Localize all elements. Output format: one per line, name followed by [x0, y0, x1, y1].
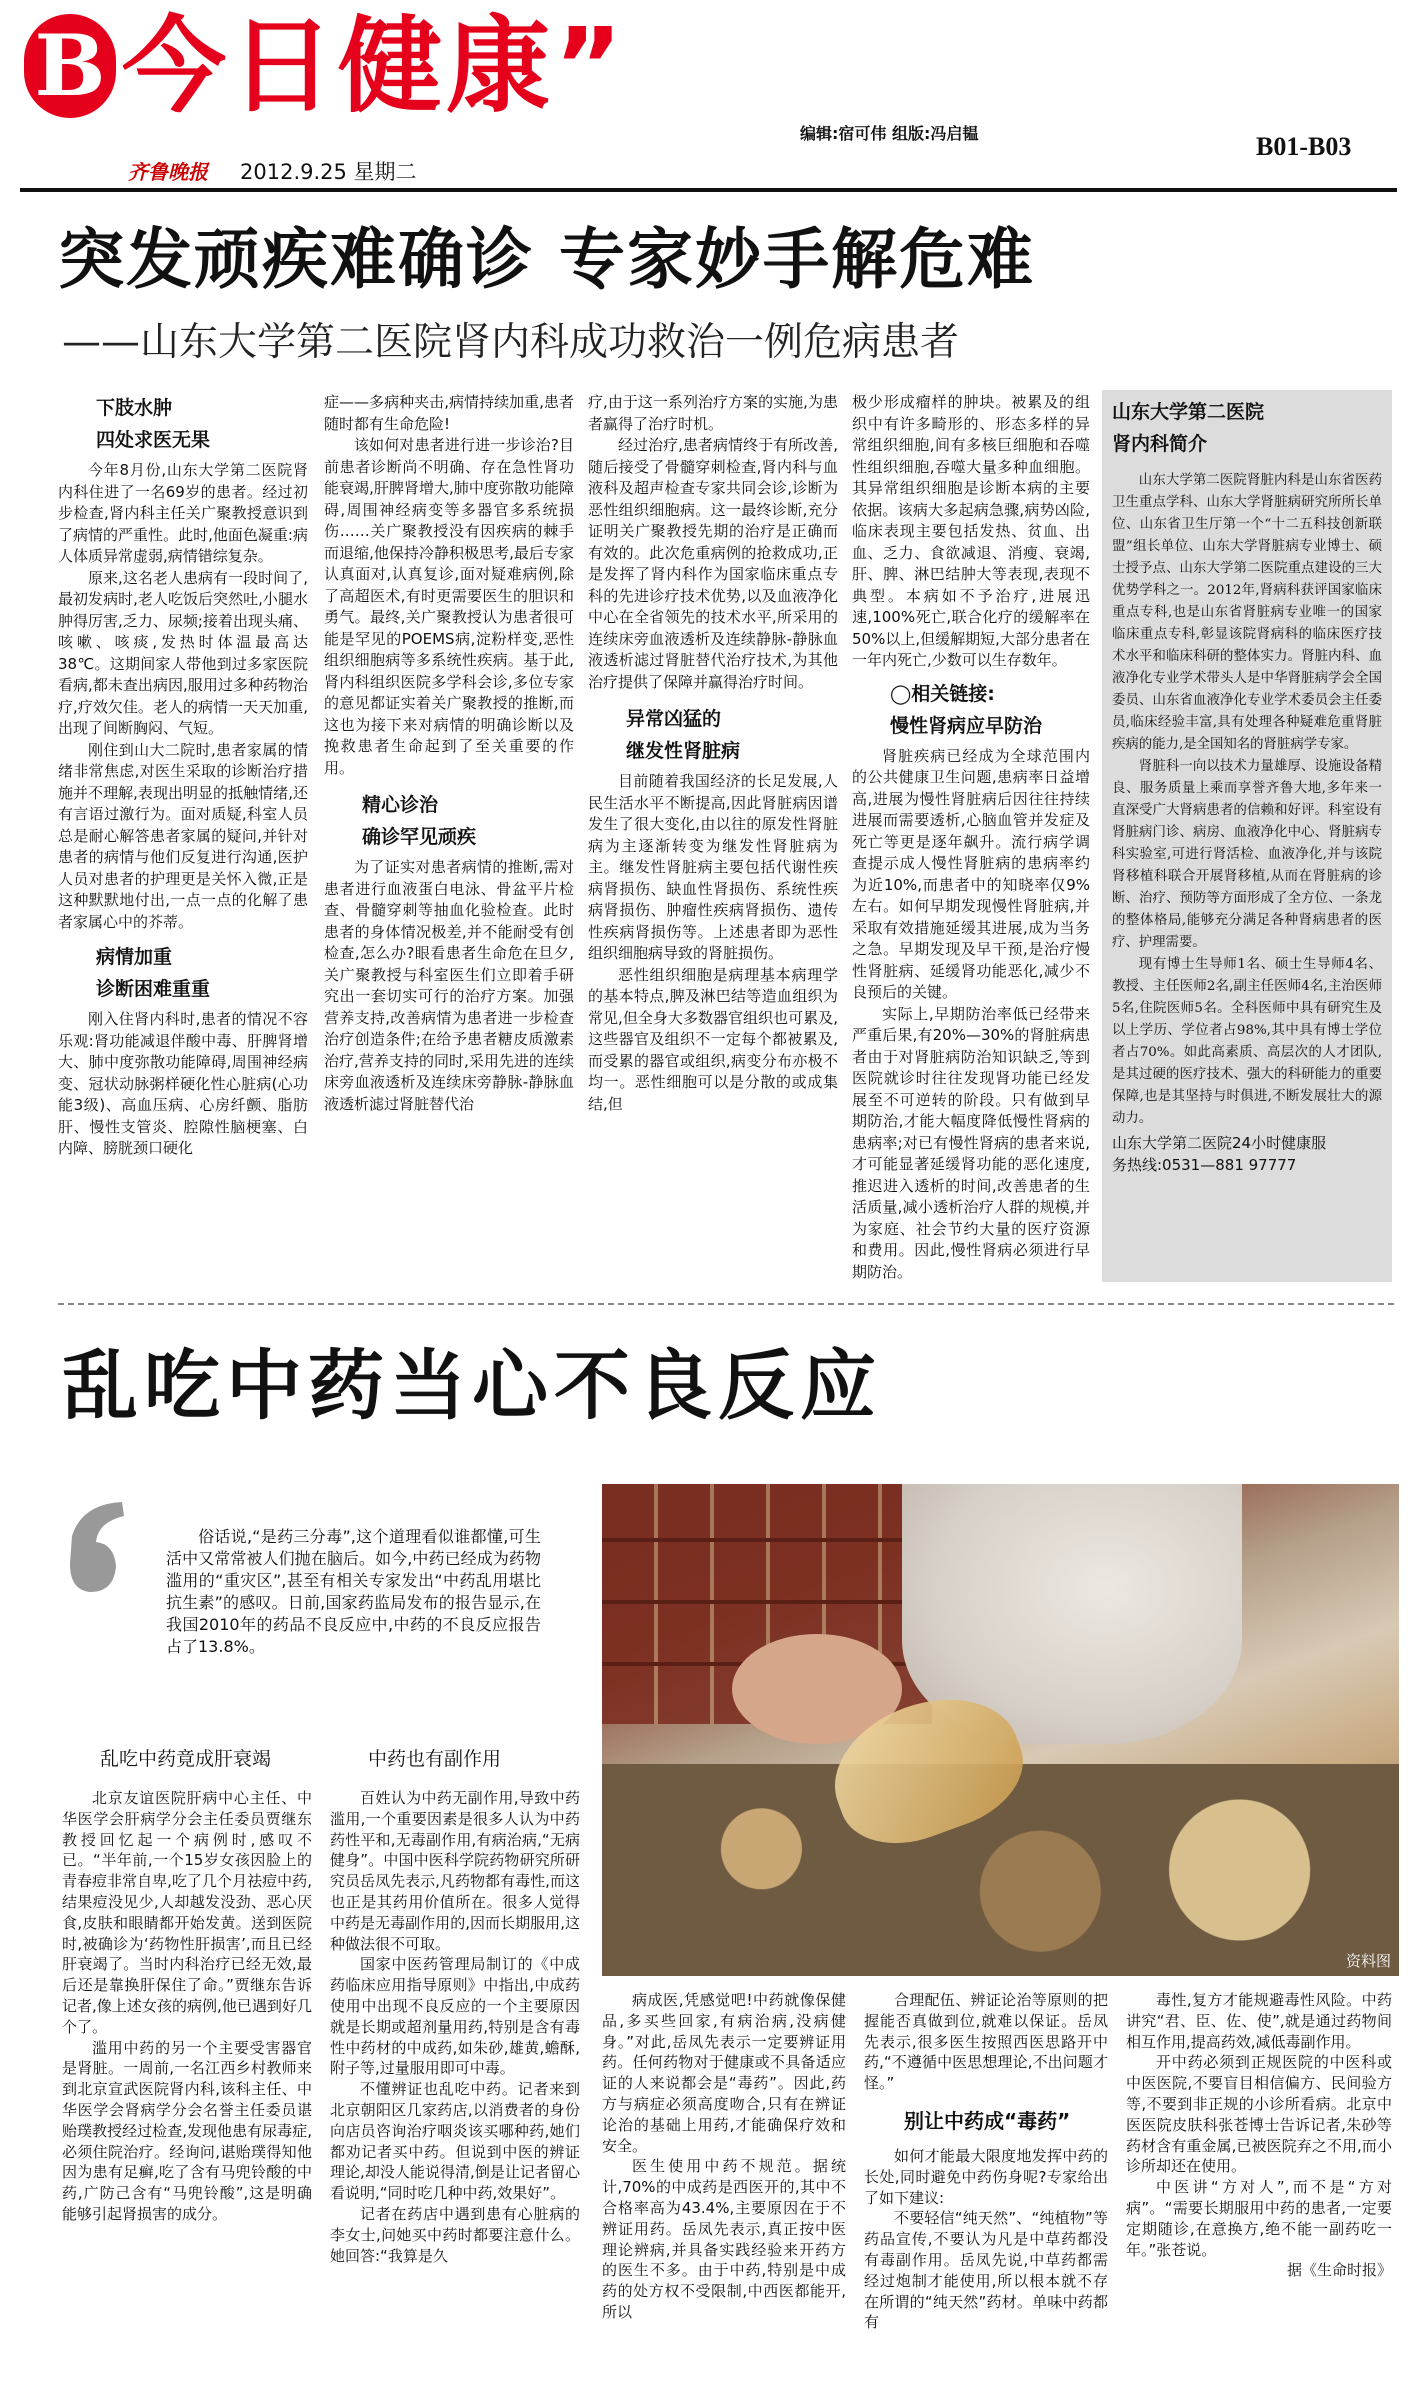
article2-column-3	[602, 1990, 846, 2374]
herbal-medicine-photo	[602, 1484, 1399, 1976]
paragraph: 实际上,早期防治率低已经带来严重后果,有20%—30%的肾脏病患者由于对肾脏病防治知识缺乏,等到医院就诊时往往发现肾功能已经发展至不可逆转的阶段。只有做到早期防治,才能大幅度降低慢性肾病的患病率;对已有慢性肾病的患者来说,才可能显著延缓肾功能的恶化速度,推迟进入透析的时间,改善患者的生活质量,减小透析治疗人群的规模,并为家庭、社会节约大量的医疗资源和费用。因此,慢性肾病必须进行早期防治。	[852, 1004, 1090, 1280]
section-subtitle: 诊断困难重重	[96, 978, 211, 1000]
page-range: B01-B03	[1256, 132, 1352, 161]
related-link-title: ◯相关链接:	[890, 682, 995, 705]
paragraph: 合理配伍、辨证论治等原则的把握能否真做到位,就难以保证。岳凤先表示,很多医生按照西医思路开中药,“不遵循中医思想理论,不出问题才怪。”	[864, 1991, 1108, 2093]
editors-credit: 编辑:宿可伟 组版:冯启韫	[800, 124, 979, 143]
paragraph: 俗话说,“是药三分毒”,这个道理看似谁都懂,可生活中又常常被人们抛在脑后。如今,中药已经成为药物滥用的“重灾区”,甚至有相关专家发出“中药乱用堪比抗生素”的感叹。日前,国家药监局发布的报告显示,在我国2010年的药品不良反应中,中药的不良反应报告占了13.8%。	[166, 1527, 541, 1656]
department-intro-sidebar	[1102, 390, 1392, 1282]
paragraph: 目前随着我国经济的长足发展,人民生活水平不断提高,因此肾脏病因谱发生了很大变化,由以往的原发性肾脏病为主逐渐转变为继发性肾脏病为主。继发性肾脏病主要包括代谢性疾病肾损伤、缺血性肾损伤、系统性疾病肾损伤、肿瘤性疾病肾损伤、遗传性疾病肾损伤等。上述患者即为恶性组织细胞病导致的肾脏损伤。	[588, 772, 838, 962]
section-divider	[58, 1303, 1394, 1305]
hotline-line-1: 山东大学第二医院24小时健康服	[1112, 1134, 1327, 1152]
section-title-text: 今日健康	[122, 5, 555, 127]
sidebar-title-1: 山东大学第二医院	[1112, 401, 1265, 423]
article2-column-5	[1126, 1990, 1392, 2374]
sidebar-body	[1112, 470, 1382, 1130]
hotline	[1112, 1132, 1382, 1176]
article2-headline: 乱吃中药当心不良反应	[62, 1341, 882, 1430]
paragraph: 北京友谊医院肝病中心主任、中华医学会肝病学分会主任委员贾继东教授回忆起一个病例时,感叹不已。“半年前,一个15岁女孩因脸上的青春痘非常自卑,吃了几个月祛痘中药,结果痘没见少,人却越发没劲、恶心厌食,皮肤和眼睛都开始发黄。送到医院时,被确诊为‘药物性肝损害’,而且已经肝衰竭了。当时内科治疗已经无效,最后还是靠换肝保住了命。”贾继东告诉记者,像上述女孩的病例,他已遇到好几个了。	[62, 1789, 312, 2036]
article2-column-1	[62, 1744, 312, 2374]
sidebar-title-2: 肾内科简介	[1112, 433, 1208, 455]
paragraph: 刚住到山大二院时,患者家属的情绪非常焦虑,对医生采取的诊断治疗措施并不理解,表现出明显的抵触情绪,还有言语过激行为。面对质疑,科室人员总是耐心解答患者家属的疑问,并针对患者的病情与他们反复进行沟通,医护人员对患者的护理更是关怀入微,正是这种默默地付出,一点一点的化解了患者家属心中的芥蒂。	[58, 740, 308, 931]
open-quote-icon	[62, 1496, 162, 1606]
section-title-quote: ”	[554, 5, 627, 127]
masthead-rule	[20, 188, 1397, 192]
related-link-subtitle: 慢性肾病应早防治	[890, 714, 1043, 737]
paragraph: 恶性组织细胞是病理基本病理学的基本特点,脾及淋巴结等造血组织为常见,但全身大多数器官组织也可累及,这些器官及组织不一定每个都被累及,而受累的器官或组织,病变分布亦极不均一。恶性细胞可以是分散的或成集结,但	[588, 965, 838, 1113]
paragraph: 肾脏疾病已经成为全球范围内的公共健康卫生问题,患病率日益增高,进展为慢性肾脏病后因往往持续进展而需要透析,心脑血管并发症及死亡等更是逐年飙升。流行病学调查提示成人慢性肾脏病的患病率约为近10%,而患者中的知晓率仅9%左右。如何早期发现慢性肾脏病,并采取有效措施延缓其进展,成为当务之急。早期发现及早干预,是治疗慢性肾脏病、延缓肾功能恶化,减少不良预后的关键。	[852, 746, 1090, 1001]
section-title: 精心诊治	[362, 794, 439, 816]
section-title: 异常凶猛的	[626, 708, 722, 730]
section-title: 下肢水肿	[96, 397, 173, 419]
paragraph: 中医讲“方对人”,而不是“方对病”。“需要长期服用中药的患者,一定要定期随诊,在意换方,绝不能一副药吃一年。”张苍说。	[1126, 2178, 1392, 2259]
article1-column-1	[58, 392, 308, 1280]
paragraph: 原来,这名老人患病有一段时间了,最初发病时,老人吃饭后突然吐,小腿水肿得厉害,乏力、尿频;接着出现头痛、咳嗽、咳痰,发热时体温最高达38℃。这期间家人带他到过多家医院看病,都未查出病因,服用过多种药物治疗,疗效欠佳。老人的病情一天天加重,出现了间断胸闷、气短。	[58, 568, 308, 737]
paragraph: 该如何对患者进行进一步诊治?目前患者诊断尚不明确、存在急性肾功能衰竭,肝脾肾增大,肺中度弥散功能障碍,周围神经病变等多器官多系统损伤……关广聚教授没有因疾病的棘手而退缩,他保持冷静积极思考,最后专家认真面对,认真复诊,面对疑难病例,除了高超医术,有时更需要医生的胆识和勇气。最终,关广聚教授认为患者很可能是罕见的POEMS病,淀粉样变,恶性组织细胞病等多系统性疾病。基于此,肾内科组织医院多学科会诊,多位专家的意见都证实着关广聚教授的推断,而这也为接下来对病情的明确诊断以及挽救患者生命起到了至关重要的作用。	[324, 436, 574, 777]
paragraph: 病成医,凭感觉吧!中药就像保健品,多买些回家,有病治病,没病健身。”对此,岳凤先表示一定要辨证用药。任何药物对于健康或不具备适应证的人来说都会是“毒药”。因此,药方与病症必须高度吻合,只有在辨证论治的基础上用药,才能确保疗效和安全。	[602, 1991, 846, 2155]
section-title: 病情加重	[96, 946, 173, 968]
article1-column-3	[588, 392, 838, 1280]
paragraph: 毒性,复方才能规避毒性风险。中药讲究“君、臣、佐、使”,就是通过药物间相互作用,提高药效,减低毒副作用。	[1126, 1991, 1392, 2051]
paragraph: 为了证实对患者病情的推断,需对患者进行血液蛋白电泳、骨盆平片检查、骨髓穿刺等抽血化验检查。此时患者的身体情况极差,并不能耐受有创检查,怎么办?眼看患者生命危在旦夕,关广聚教授与科室医生们立即着手研究出一套切实可行的治疗方案。加强营养支持,改善病情为患者进一步检查治疗创造条件;在给予患者糖皮质激素治疗,营养支持的同时,采用先进的连续床旁血液透析及连续床旁静脉-静脉血液透析滤过肾脏替代治	[324, 858, 574, 1113]
section-title: 乱吃中药竟成肝衰竭	[100, 1748, 272, 1770]
section-subtitle: 继发性肾脏病	[626, 740, 741, 762]
paragraph: 国家中医药管理局制订的《中成药临床应用指导原则》中指出,中成药使用中出现不良反应的一个主要原因就是长期或超剂量用药,特别是含有毒性中药材的中成药,如朱砂,雄黄,蟾酥,附子等,过量服用即可中毒。	[330, 1955, 580, 2078]
section-title	[122, 6, 626, 126]
section-subtitle: 确诊罕见顽疾	[362, 826, 477, 848]
article1-headline: 突发顽疾难确诊 专家妙手解危难	[58, 221, 1035, 298]
section-subheading: 别让中药成“毒药”	[904, 2108, 1071, 2133]
article2-column-2	[330, 1744, 580, 2374]
section-title: 中药也有副作用	[368, 1748, 502, 1770]
hotline-line-2: 务热线:0531—881 97777	[1112, 1156, 1297, 1174]
issue-date: 2012.9.25 星期二	[240, 160, 417, 184]
photo-caption: 资料图	[1345, 1952, 1391, 1970]
article2-column-4	[864, 1990, 1108, 2374]
paragraph: 不要轻信“纯天然”、“纯植物”等药品宣传,不要认为凡是中草药都没有毒副作用。岳凤先说,中草药都需经过炮制才能使用,所以根本就不存在所谓的“纯天然”药材。单味中药都有	[864, 2209, 1108, 2332]
paragraph: 肾脏科一向以技术力量雄厚、设施设备精良、服务质量上乘而享誉齐鲁大地,多年来一直深受广大肾病患者的信赖和好评。科室设有肾脏病门诊、病房、血液净化中心、肾脏病专科实验室,可进行肾活检、血液净化,并与该院肾移植科联合开展肾移植,从而在肾脏病的诊断、治疗、预防等方面形成了全方位、一条龙的整体格局,能够充分满足各种肾病患者的医疗、护理需要。	[1112, 759, 1382, 950]
article1-column-2	[324, 392, 574, 1280]
section-subtitle: 四处求医无果	[96, 429, 211, 451]
paragraph: 症——多病种夹击,病情持续加重,患者随时都有生命危险!	[324, 393, 574, 433]
paragraph: 开中药必须到正规医院的中医科或中医医院,不要盲目相信偏方、民间验方等,不要到非正规的小诊所看病。北京中医医院皮肤科张苍博士告诉记者,朱砂等药材含有重金属,已被医院弃之不用,而小诊所却还在使用。	[1126, 2053, 1392, 2176]
newspaper-name: 齐鲁晚报	[128, 160, 208, 184]
paragraph: 极少形成瘤样的肿块。被累及的组织中有许多畸形的、形态多样的异常组织细胞,间有多核巨细胞和吞噬性组织细胞,吞噬大量多种血细胞。其异常组织细胞是诊断本病的主要依据。该病大多起病急骤,病势凶险,临床表现主要包括发热、贫血、出血、乏力、食欲减退、消瘦、衰竭,肝、脾、淋巴结肿大等表现,表现不典型。本病如不予治疗,进展迅速,100%死亡,联合化疗的缓解率在50%以上,但缓解期短,大部分患者在一年内死亡,少数可以生存数年。	[852, 393, 1090, 669]
section-logo-b: B	[24, 14, 116, 118]
paragraph: 滥用中药的另一个主要受害器官是肾脏。一周前,一名江西乡村教师来到北京宣武医院肾内科,该科主任、中华医学会肾病学分会名誉主任委员谌贻璞教授经过检查,发现他患有尿毒症,必须住院治疗。经询问,谌贻璞得知他因为患有足癣,吃了含有马兜铃酸的中药,广防己含有“马兜铃酸”,这是明确能够引起肾损害的成分。	[62, 2038, 312, 2223]
paragraph: 医生使用中药不规范。据统计,70%的中成药是西医开的,其中不合格率高为43.4%,主要原因在于不辨证用药。岳凤先表示,真正按中医理论辨病,并具备实践经验来开药方的医生不多。由于中药,特别是中成药的处方权不受限制,中西医都能开,所以	[602, 2157, 846, 2321]
paragraph: 疗,由于这一系列治疗方案的实施,为患者赢得了治疗时机。	[588, 393, 838, 433]
paragraph: 记者在药店中遇到患有心脏病的李女士,问她买中药时都要注意什么。她回答:“我算是久	[330, 2204, 580, 2265]
paragraph: 现有博士生导师1名、硕士生导师4名、教授、主任医师2名,副主任医师4名,主治医师5名,住院医师5名。全科医师中具有研究生及以上学历、学位者占98%,其中具有博士学位者占70%。如此高素质、高层次的人才团队,是其过硬的医疗技术、强大的科研能力的重要保障,也是其坚持与时俱进,不断发展壮大的源动力。	[1112, 957, 1382, 1126]
paragraph: 刚入住肾内科时,患者的情况不容乐观:肾功能减退伴酸中毒、肝脾肾增大、肺中度弥散功能障碍,周围神经病变、冠状动脉粥样硬化性心脏病(心功能3级)、高血压病、心房纤颤、脂肪肝、慢性支管炎、腔隙性脑梗塞、白内障、膀胱颈口硬化	[58, 1010, 308, 1157]
article-source: 据《生命时报》	[1286, 2261, 1392, 2280]
paragraph: 经过治疗,患者病情终于有所改善,随后接受了骨髓穿刺检查,肾内科与血液科及超声检查专家共同会诊,诊断为恶性组织细胞病。这一最终诊断,充分证明关广聚教授先期的治疗是正确而有效的。此次危重病例的抢救成功,正是发挥了肾内科作为国家临床重点专科的先进诊疗技术优势,以及血液净化中心在全省领先的技术水平,所采用的连续床旁血液透析及连续静脉-静脉血液透析滤过肾脏替代治疗技术,为其他治疗提供了保障并赢得治疗时间。	[588, 436, 838, 691]
paragraph: 如何才能最大限度地发挥中药的长处,同时避免中药伤身呢?专家给出了如下建议:	[864, 2146, 1108, 2207]
paragraph: 百姓认为中药无副作用,导致中药滥用,一个重要因素是很多人认为中药药性平和,无毒副作用,有病治病,“无病健身”。中国中医科学院药物研究所研究员岳凤先表示,凡药物都有毒性,而这也正是其药用价值所在。很多人觉得中药是无毒副作用的,因而长期服用,这种做法很不可取。	[330, 1789, 580, 1953]
paragraph: 不懂辨证也乱吃中药。记者来到北京朝阳区几家药店,以消费者的身份向店员咨询治疗咽炎该买哪种药,她们都劝记者买中药。但说到中医的辨证理论,却没人能说得清,倒是让记者留心看说明,“同时吃几种中药,效果好”。	[330, 2080, 580, 2203]
paragraph: 山东大学第二医院肾脏内科是山东省医药卫生重点学科、山东大学肾脏病研究所所长单位、山东省卫生厅第一个“十二五科技创新联盟”组长单位、山东大学肾脏病专业博士、硕士授予点、山东大学第二医院重点建设的三大优势学科之一。2012年,肾病科获评国家临床重点专科,也是山东省肾脏病专业唯一的国家临床重点专科,彰显该院肾病科的临床医疗技术水平和临床科研的整体实力。肾脏内科、血液净化专业学术带头人是中华肾脏病学会全国委员、山东省血液净化专业学术委员会主任委员,临床经验丰富,具有处理各种疑难危重肾脏疾病的能力,是全国知名的肾脏病学专家。	[1112, 473, 1382, 752]
article2-intro	[166, 1526, 541, 1676]
article1-subheadline: ——山东大学第二医院肾内科成功救治一例危病患者	[62, 320, 960, 365]
article1-column-4	[852, 392, 1090, 1280]
paragraph: 今年8月份,山东大学第二医院肾内科住进了一名69岁的患者。经过初步检查,肾内科主任关广聚教授意识到了病情的严重性。此时,他面色凝重:病人体质异常虚弱,病情错综复杂。	[58, 461, 308, 565]
